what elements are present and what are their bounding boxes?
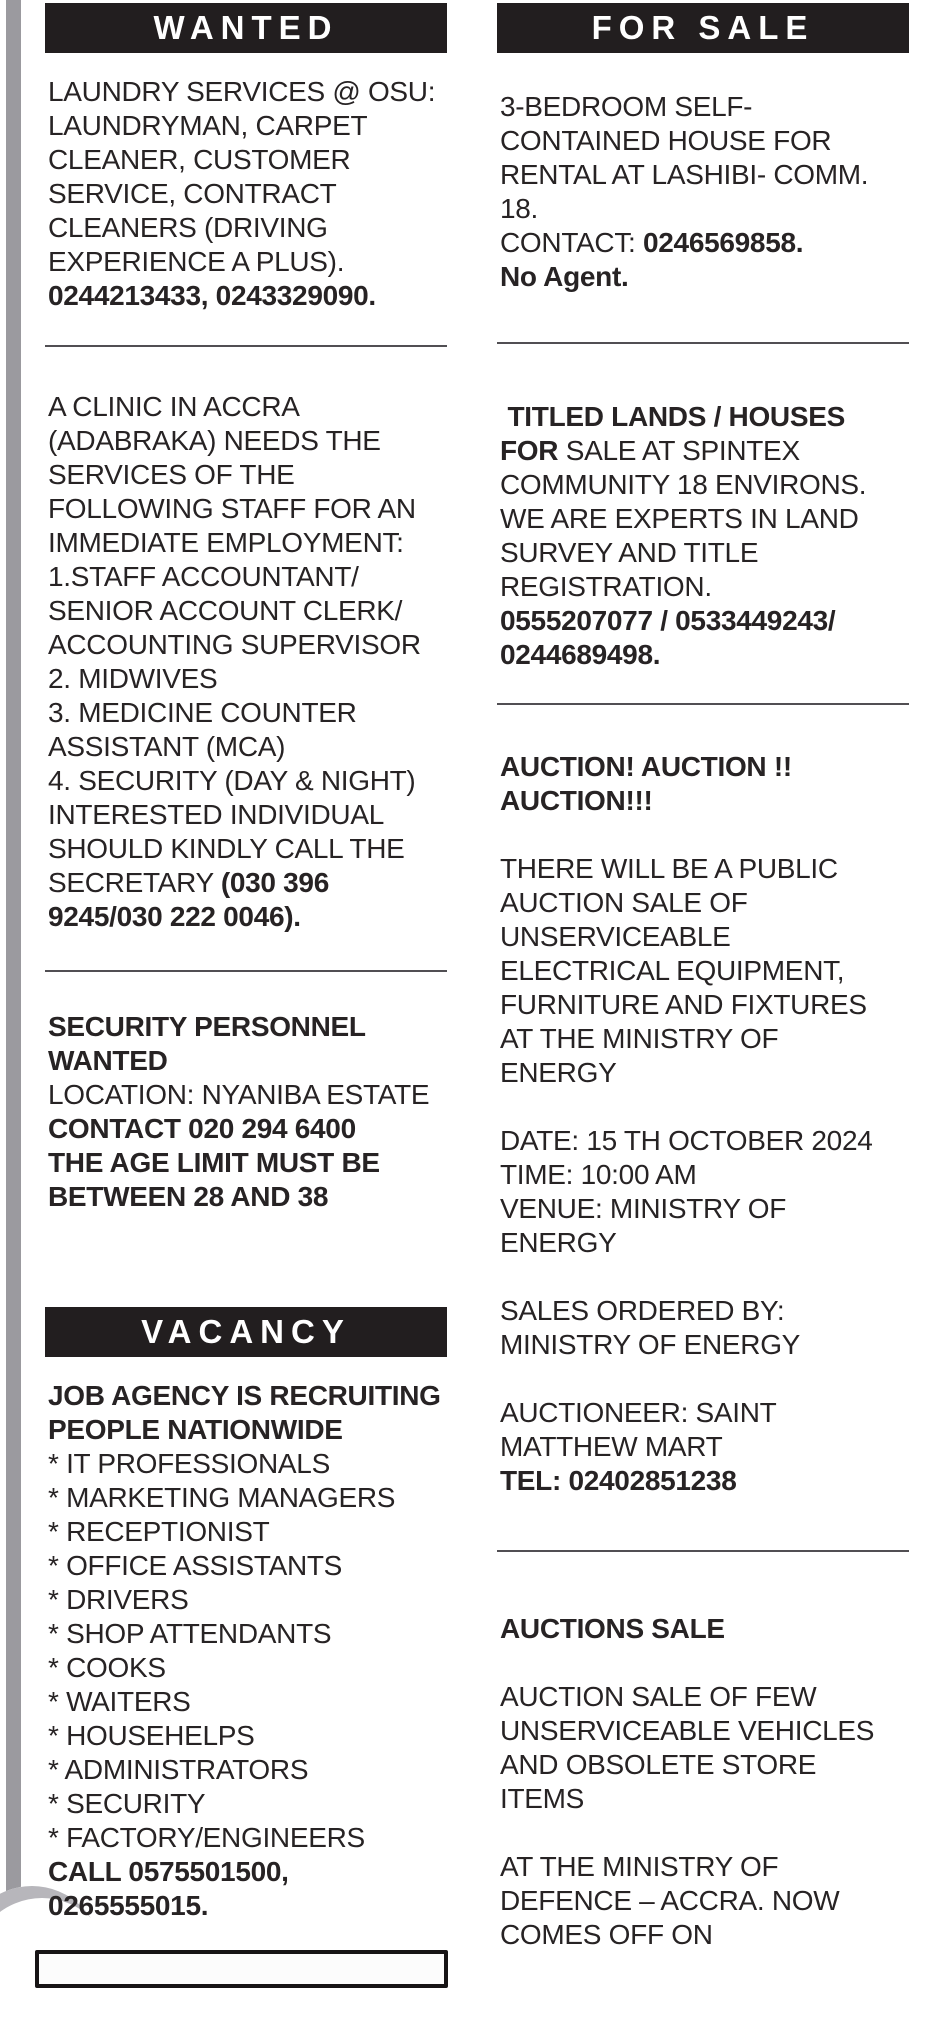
ad-line (500, 1646, 909, 1680)
ad-line: CALL 0575501500, (48, 1856, 289, 1887)
ad-line: UNSERVICEABLE VEHICLES (500, 1715, 875, 1746)
ad-line: * HOUSEHELPS (48, 1720, 255, 1751)
ad-line: JOB AGENCY IS RECRUITING (48, 1380, 441, 1411)
ad-line: FURNITURE AND FIXTURES (500, 989, 867, 1020)
ad-line: WE ARE EXPERTS IN LAND (500, 503, 859, 534)
ad-line: COMES OFF ON (500, 1919, 713, 1950)
ad-line: REGISTRATION. (500, 571, 712, 602)
ad-line: UNSERVICEABLE (500, 921, 731, 952)
ad-line: SURVEY AND TITLE (500, 537, 759, 568)
ad-line: * IT PROFESSIONALS (48, 1448, 330, 1479)
ad-line: CLEANERS (DRIVING (48, 212, 328, 243)
ad-line: MINISTRY OF ENERGY (500, 1329, 801, 1360)
ad-line (500, 1816, 909, 1850)
ad-line: 0244689498. (500, 639, 661, 670)
ad-line: CONTACT: 0246569858. (500, 227, 804, 258)
ad-line: ENERGY (500, 1057, 617, 1088)
ad-line: TIME: 10:00 AM (500, 1159, 697, 1190)
ad-line: SALES ORDERED BY: (500, 1295, 785, 1326)
classified-ad (45, 75, 447, 313)
ad-line: AUCTIONEER: SAINT (500, 1397, 777, 1428)
classified-ad (497, 1612, 909, 1952)
next-ad-box-top-edge (35, 1950, 448, 1988)
ad-line: 2. MIDWIVES (48, 663, 218, 694)
ad-line: CONTAINED HOUSE FOR (500, 125, 832, 156)
ad-line: * SHOP ATTENDANTS (48, 1618, 332, 1649)
ad-line: VENUE: MINISTRY OF (500, 1193, 787, 1224)
ad-line: ASSISTANT (MCA) (48, 731, 286, 762)
ad-line: ENERGY (500, 1227, 617, 1258)
ad-line (500, 1260, 909, 1294)
ad-line: 0555207077 / 0533449243/ (500, 605, 836, 636)
ad-line: PEOPLE NATIONWIDE (48, 1414, 343, 1445)
ad-line (500, 818, 909, 852)
ad-line: ACCOUNTING SUPERVISOR (48, 629, 421, 660)
ad-line: * ADMINISTRATORS (48, 1754, 309, 1785)
ad-line: CONTACT 020 294 6400 (48, 1113, 356, 1144)
column-for-sale (497, 0, 909, 1952)
ad-line: AUCTION SALE OF (500, 887, 748, 918)
ad-divider (497, 703, 909, 705)
ad-line: BETWEEN 28 AND 38 (48, 1181, 329, 1212)
ad-line: SECRETARY (030 396 (48, 867, 329, 898)
for-sale-sections (497, 90, 909, 1952)
ad-line: * FACTORY/ENGINEERS (48, 1822, 365, 1853)
ad-line: DEFENCE – ACCRA. NOW (500, 1885, 840, 1916)
ad-line: LAUNDRYMAN, CARPET (48, 110, 368, 141)
ad-line: 18. (500, 193, 539, 224)
ad-line: CLEANER, CUSTOMER (48, 144, 351, 175)
ad-line: THERE WILL BE A PUBLIC (500, 853, 838, 884)
column-wanted (45, 0, 447, 1923)
ad-line: ITEMS (500, 1783, 585, 1814)
ad-divider (45, 970, 447, 972)
ad-line: * DRIVERS (48, 1584, 189, 1615)
ad-line: 0265555015. (48, 1890, 209, 1921)
ad-line: IMMEDIATE EMPLOYMENT: (48, 527, 404, 558)
ad-line: FOR SALE AT SPINTEX (500, 435, 800, 466)
ad-line: RENTAL AT LASHIBI- COMM. (500, 159, 869, 190)
ad-line: * WAITERS (48, 1686, 191, 1717)
ad-line: AT THE MINISTRY OF (500, 1851, 779, 1882)
ad-line: AUCTIONS SALE (500, 1613, 725, 1644)
classified-ad (45, 1379, 447, 1923)
wanted-sections (45, 75, 447, 1923)
ad-line (500, 1362, 909, 1396)
classified-ad (497, 90, 909, 294)
ad-divider (497, 342, 909, 344)
ad-line: WANTED (48, 1045, 168, 1076)
ad-line: 9245/030 222 0046). (48, 901, 301, 932)
ad-line: 3-BEDROOM SELF- (500, 91, 753, 122)
ad-line: COMMUNITY 18 ENVIRONS. (500, 469, 867, 500)
ad-divider (497, 1550, 909, 1552)
ad-divider (45, 345, 447, 347)
ad-line: MATTHEW MART (500, 1431, 723, 1462)
section-header-vacancy: VACANCY (45, 1307, 447, 1357)
section-header-wanted: WANTED (45, 3, 447, 53)
ad-line: * SECURITY (48, 1788, 206, 1819)
ad-line: * COOKS (48, 1652, 166, 1683)
ad-line: 1.STAFF ACCOUNTANT/ (48, 561, 359, 592)
ad-line: SENIOR ACCOUNT CLERK/ (48, 595, 403, 626)
ad-line: 0244213433, 0243329090. (48, 280, 376, 311)
ad-line: * MARKETING MANAGERS (48, 1482, 396, 1513)
ad-line: AND OBSOLETE STORE (500, 1749, 817, 1780)
ad-line: THE AGE LIMIT MUST BE (48, 1147, 380, 1178)
ad-line: TITLED LANDS / HOUSES (500, 401, 845, 432)
classified-ad (497, 750, 909, 1498)
ad-line: TEL: 02402851238 (500, 1465, 737, 1496)
ad-line: LAUNDRY SERVICES @ OSU: (48, 76, 436, 107)
ad-line: SHOULD KINDLY CALL THE (48, 833, 405, 864)
section-header-for-sale: FOR SALE (497, 3, 909, 53)
ad-line: SERVICES OF THE (48, 459, 295, 490)
ad-line: SECURITY PERSONNEL (48, 1011, 366, 1042)
ad-line: A CLINIC IN ACCRA (48, 391, 300, 422)
ad-line: ELECTRICAL EQUIPMENT, (500, 955, 845, 986)
classified-ad (45, 1010, 447, 1214)
ad-line: SERVICE, CONTRACT (48, 178, 337, 209)
classified-ad (497, 400, 909, 672)
ad-line: FOLLOWING STAFF FOR AN (48, 493, 416, 524)
ad-line: EXPERIENCE A PLUS). (48, 246, 345, 277)
page-edge-bar (6, 0, 21, 1898)
ad-line: LOCATION: NYANIBA ESTATE (48, 1079, 430, 1110)
ad-line: DATE: 15 TH OCTOBER 2024 (500, 1125, 873, 1156)
ad-line: * OFFICE ASSISTANTS (48, 1550, 343, 1581)
ad-line: (ADABRAKA) NEEDS THE (48, 425, 381, 456)
ad-line: AUCTION! AUCTION !! (500, 751, 792, 782)
classified-ad (45, 390, 447, 934)
ad-line: AUCTION SALE OF FEW (500, 1681, 817, 1712)
ad-line: 3. MEDICINE COUNTER (48, 697, 357, 728)
ad-line: No Agent. (500, 261, 629, 292)
ad-line: * RECEPTIONIST (48, 1516, 270, 1547)
ad-line: INTERESTED INDIVIDUAL (48, 799, 384, 830)
ad-line: AUCTION!!! (500, 785, 653, 816)
ad-line (500, 1090, 909, 1124)
ad-line: 4. SECURITY (DAY & NIGHT) (48, 765, 416, 796)
ad-line: AT THE MINISTRY OF (500, 1023, 779, 1054)
